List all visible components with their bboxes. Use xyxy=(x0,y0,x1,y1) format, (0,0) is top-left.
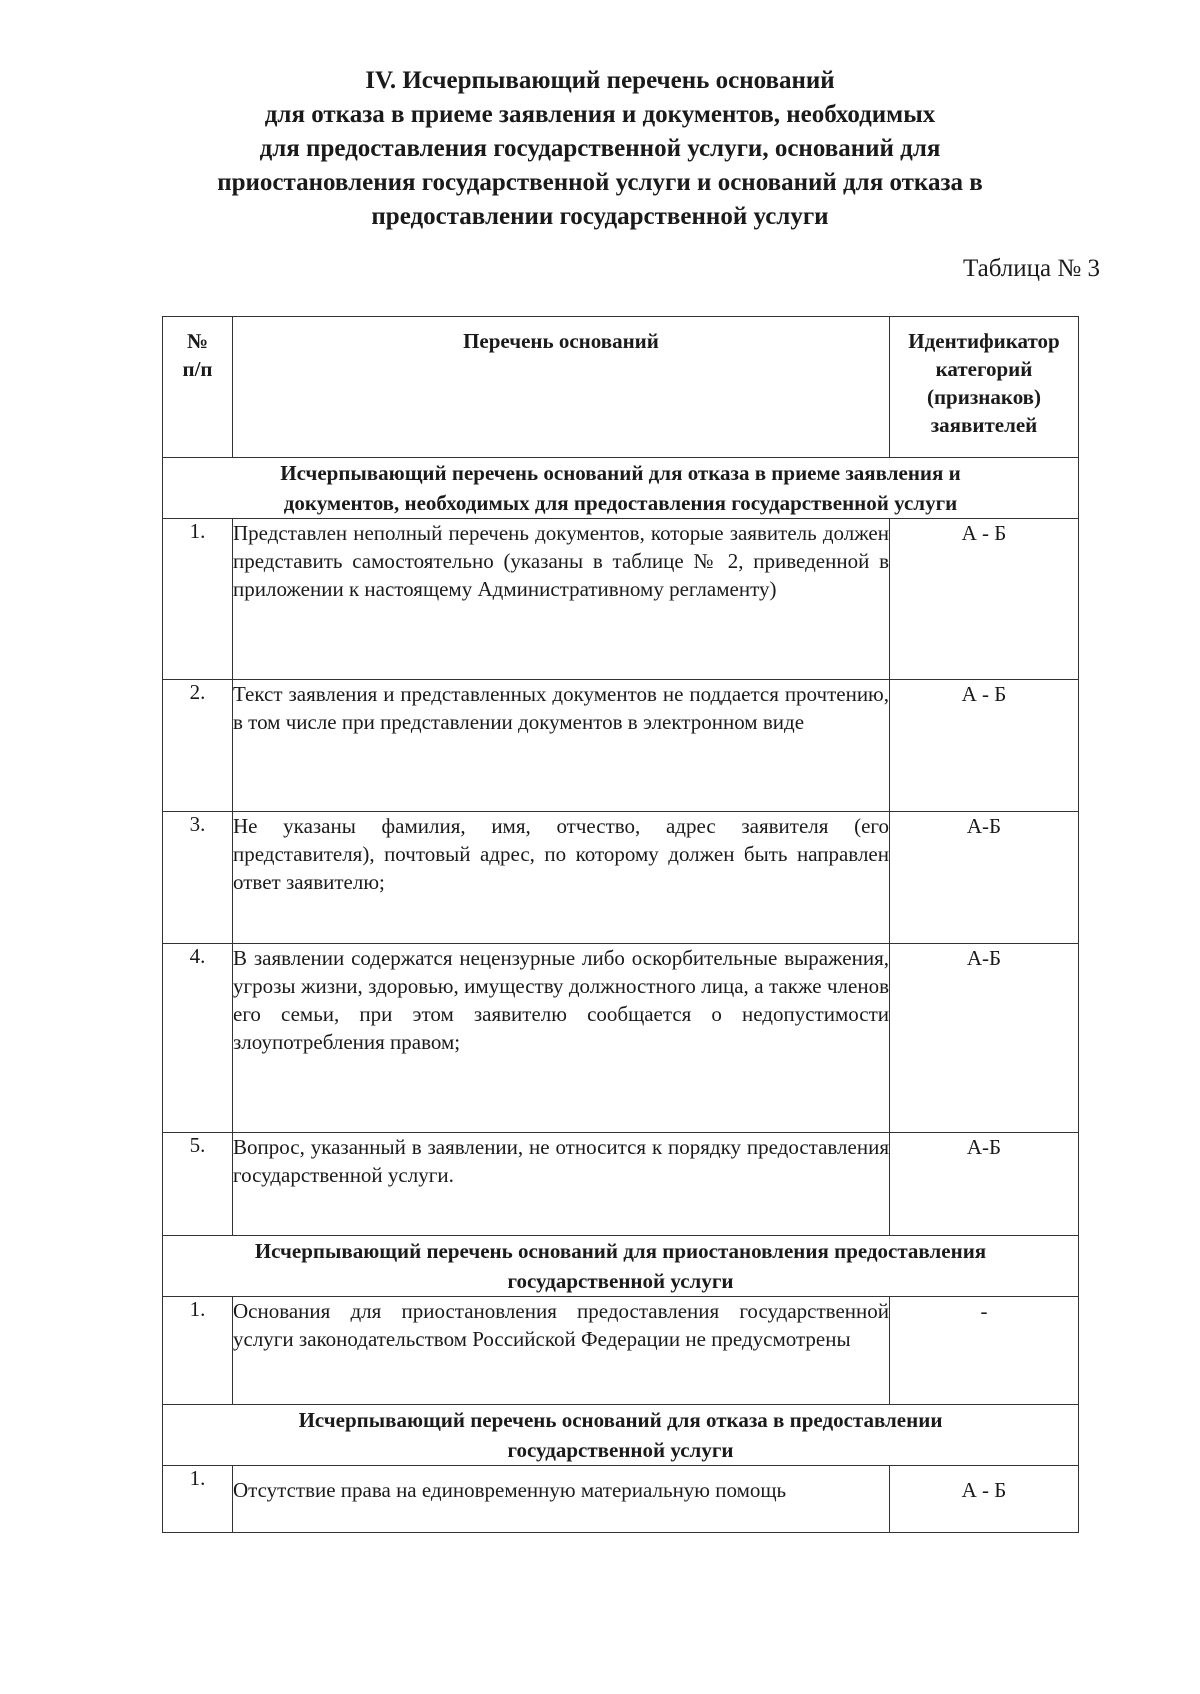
section-title xyxy=(163,458,1079,519)
row-identifier: А-Б xyxy=(890,944,1079,1133)
table-row xyxy=(163,944,1079,1133)
header-identifier-line: (признаков) xyxy=(926,385,1042,409)
table-row xyxy=(163,1466,1079,1533)
row-text: В заявлении содержатся нецензурные либо оскорбительные выражения, угрозы жизни, здоровью, имуществу должностного лица, а также членов его семьи, при этом заявителю сообщается о недопустимости злоупотребления правом; xyxy=(233,944,890,1133)
section-title-line: Исчерпывающий перечень оснований для отказа в предоставлении xyxy=(298,1408,943,1432)
section-title-line: государственной услуги xyxy=(507,1269,734,1293)
header-identifier xyxy=(890,317,1079,458)
section-title-line: государственной услуги xyxy=(507,1438,734,1462)
heading-line: предоставлении государственной услуги xyxy=(371,203,829,230)
row-identifier: А-Б xyxy=(890,1133,1079,1236)
row-text: Представлен неполный перечень документов, которые заявитель должен представить самостоятельно (указаны в таблице № 2, приведенной в приложении к настоящему Административному регламенту) xyxy=(233,519,890,680)
row-number: 4. xyxy=(163,944,233,1133)
row-identifier: А - Б xyxy=(890,1466,1079,1533)
heading-line: приостановления государственной услуги и оснований для отказа в xyxy=(217,169,983,196)
row-number: 5. xyxy=(163,1133,233,1236)
table-row xyxy=(163,519,1079,680)
row-text: Текст заявления и представленных документов не поддается прочтению, в том числе при представлении документов в электронном виде xyxy=(233,680,890,812)
section-title xyxy=(163,1236,1079,1297)
header-identifier-line: Идентификатор xyxy=(908,329,1060,353)
header-identifier-line: категорий xyxy=(935,357,1033,381)
header-number-line: № xyxy=(186,329,209,353)
section-title-row xyxy=(163,458,1079,519)
section-title-line: Исчерпывающий перечень оснований для приостановления предоставления xyxy=(254,1239,987,1263)
section-title xyxy=(163,1405,1079,1466)
row-text: Вопрос, указанный в заявлении, не относится к порядку предоставления государственной услуги. xyxy=(233,1133,890,1236)
row-number: 1. xyxy=(163,519,233,680)
table-row xyxy=(163,812,1079,944)
row-identifier: А - Б xyxy=(890,519,1079,680)
header-number xyxy=(163,317,233,458)
row-number: 1. xyxy=(163,1297,233,1405)
heading-line: для отказа в приеме заявления и документов, необходимых xyxy=(264,101,936,128)
table-row xyxy=(163,1133,1079,1236)
row-number: 2. xyxy=(163,680,233,812)
header-identifier-line: заявителей xyxy=(930,413,1038,437)
row-identifier: А-Б xyxy=(890,812,1079,944)
table-row xyxy=(163,1297,1079,1405)
row-text: Основания для приостановления предоставления государственной услуги законодательством Российской Федерации не предусмотрены xyxy=(233,1297,890,1405)
row-text: Не указаны фамилия, имя, отчество, адрес заявителя (его представителя), почтовый адрес, по которому должен быть направлен ответ заявителю; xyxy=(233,812,890,944)
heading-line: для предоставления государственной услуги, оснований для xyxy=(259,135,941,162)
header-number-line: п/п xyxy=(182,357,213,381)
grounds-table xyxy=(162,316,1079,1533)
section-title-line: документов, необходимых для предоставления государственной услуги xyxy=(283,491,958,515)
row-number: 1. xyxy=(163,1466,233,1533)
row-identifier: - xyxy=(890,1297,1079,1405)
section-title-row xyxy=(163,1236,1079,1297)
table-header-row xyxy=(163,317,1079,458)
table-label: Таблица № 3 xyxy=(962,255,1100,282)
row-number: 3. xyxy=(163,812,233,944)
table-row xyxy=(163,680,1079,812)
row-text: Отсутствие права на единовременную материальную помощь xyxy=(233,1466,890,1533)
heading-line: IV. Исчерпывающий перечень оснований xyxy=(365,67,835,94)
row-identifier: А - Б xyxy=(890,680,1079,812)
header-grounds: Перечень оснований xyxy=(233,317,890,458)
section-heading xyxy=(150,64,1050,234)
section-title-row xyxy=(163,1405,1079,1466)
section-title-line: Исчерпывающий перечень оснований для отказа в приеме заявления и xyxy=(280,461,961,485)
